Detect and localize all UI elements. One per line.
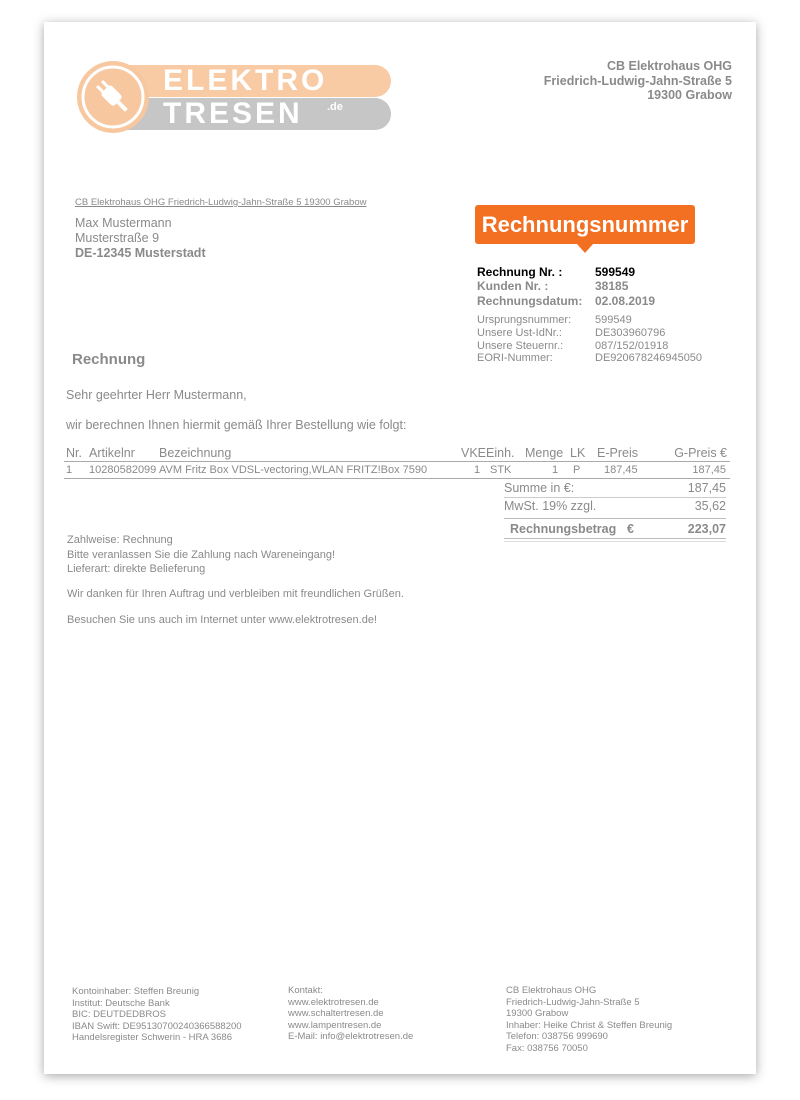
table-header-divider: [64, 461, 730, 462]
payment-instruction: Bitte veranlassen Sie die Zahlung nach Wareneingang!: [67, 548, 336, 561]
cell-lk: P: [573, 464, 581, 476]
company-city: 19300 Grabow: [647, 88, 732, 102]
meta-value: 38185: [595, 279, 629, 294]
total-divider-bottom: [504, 538, 726, 539]
subtotal-divider: [504, 497, 726, 498]
cell-epreis: 187,45: [604, 464, 638, 476]
subtotal-label: Summe in €:: [504, 481, 575, 495]
footer-line: IBAN Swift: DE95130700240366588200: [72, 1020, 242, 1032]
delivery-method: Lieferart: direkte Belieferung: [67, 563, 206, 575]
subtotal-value: 187,45: [687, 481, 726, 495]
invoice-page: [44, 22, 756, 1074]
payment-method: Zahlweise: Rechnung: [67, 534, 173, 546]
col-header-artikelnr: Artikelnr: [89, 446, 135, 460]
meta-value: 02.08.2019: [595, 293, 656, 308]
footer-link-lampentresen[interactable]: www.lampentresen.de: [288, 1019, 382, 1031]
meta-value: 087/152/01918: [595, 339, 669, 352]
salutation: Sehr geehrter Herr Mustermann,: [66, 388, 247, 402]
footer-line: Telefon: 038756 999690: [506, 1031, 608, 1043]
footer-contact: [288, 985, 413, 1043]
total-label: Rechnungsbetrag: [510, 522, 617, 536]
sender-return-line: CB Elektrohaus OHG Friedrich-Ludwig-Jahn-Straße 5 19300 Grabow: [75, 197, 367, 208]
meta-label: Kunden Nr. :: [477, 279, 549, 294]
invoice-number-badge: Rechnungsnummer: [475, 205, 695, 244]
footer-line: Inhaber: Heike Christ & Steffen Breunig: [506, 1019, 673, 1031]
cell-menge: 1: [552, 464, 559, 476]
footer-line: 19300 Grabow: [506, 1008, 569, 1020]
cell-vke: 1: [474, 464, 481, 476]
cell-nr: 1: [66, 464, 73, 476]
footer-line: Kontakt:: [288, 985, 323, 996]
logo-text-tresen: TRESEN: [163, 97, 303, 130]
thanks-text: Wir danken für Ihren Auftrag und verbleiben mit freundlichen Grüßen.: [67, 588, 404, 600]
meta-value: DE920678246945050: [595, 352, 703, 365]
cell-gpreis: 187,45: [692, 464, 726, 476]
cell-bezeichnung: AVM Fritz Box VDSL-vectoring,WLAN FRITZ!Box 7590: [159, 464, 428, 476]
visit-text: Besuchen Sie uns auch im Internet unter www.elektrotresen.de!: [67, 614, 378, 626]
cell-einh: STK: [490, 464, 512, 476]
footer-bank: [72, 986, 242, 1044]
vat-label: MwSt. 19% zzgl.: [504, 499, 597, 513]
total-divider-top: [504, 518, 726, 519]
meta-value: 599549: [595, 314, 632, 326]
col-header-lk: LK: [570, 446, 586, 460]
company-street: Friedrich-Ludwig-Jahn-Straße 5: [543, 73, 732, 88]
plug-icon: [77, 61, 149, 133]
total-currency: €: [627, 522, 634, 536]
footer-line: Fax: 038756 70050: [506, 1042, 588, 1054]
table-row-divider: [64, 478, 730, 479]
col-header-bezeichnung: Bezeichnung: [159, 446, 232, 460]
total-value: 223,07: [687, 522, 726, 536]
company-header: [544, 59, 732, 103]
footer-email[interactable]: E-Mail: info@elektrotresen.de: [288, 1031, 414, 1043]
meta-value: DE303960796: [595, 326, 666, 339]
footer-line: Handelsregister Schwerin - HRA 3686: [72, 1032, 232, 1044]
footer-link-schaltertresen[interactable]: www.schaltertresen.de: [288, 1008, 384, 1020]
col-header-vke: VKE: [461, 446, 487, 460]
footer-link-elektrotresen[interactable]: www.elektrotresen.de: [288, 996, 379, 1008]
meta-label: EORI-Nummer:: [477, 352, 553, 365]
document-title: Rechnung: [72, 351, 146, 368]
col-header-gpreis: G-Preis €: [674, 446, 727, 460]
logo-text-elektro: ELEKTRO: [163, 64, 328, 97]
footer-company: [506, 985, 672, 1055]
footer-line: CB Elektrohaus OHG: [506, 985, 597, 996]
recipient-city: DE-12345 Musterstadt: [75, 246, 206, 260]
meta-label: Ursprungsnummer:: [477, 314, 572, 326]
cell-artikelnr: 10280582099: [89, 464, 157, 476]
col-header-einh: Einh.: [486, 446, 515, 460]
footer-line: Kontoinhaber: Steffen Breunig: [72, 986, 200, 997]
meta-value: 599549: [595, 265, 636, 279]
total-divider-bottom-2: [504, 541, 726, 542]
col-header-menge: Menge: [525, 446, 564, 460]
col-header-nr: Nr.: [66, 446, 82, 460]
col-header-epreis: E-Preis: [597, 446, 638, 460]
footer-line: Institut: Deutsche Bank: [72, 997, 170, 1009]
recipient-name: Max Mustermann: [75, 216, 172, 230]
meta-label: Unsere Ust-IdNr.:: [477, 326, 562, 339]
company-name: CB Elektrohaus OHG: [606, 59, 732, 73]
footer-line: Friedrich-Ludwig-Jahn-Straße 5: [506, 996, 640, 1008]
meta-label: Rechnung Nr. :: [477, 265, 563, 279]
intro-text: wir berechnen Ihnen hiermit gemäß Ihrer Bestellung wie folgt:: [66, 418, 407, 432]
meta-label: Rechnungsdatum:: [477, 293, 583, 308]
footer-line: BIC: DEUTDEDBROS: [72, 1009, 166, 1021]
payment-notes: [67, 533, 335, 577]
vat-value: 35,62: [694, 499, 726, 513]
badge-pointer: [577, 244, 593, 253]
logo-text-domain: .de: [327, 101, 343, 113]
elektrotresen-logo: [77, 61, 391, 133]
recipient-street: Musterstraße 9: [75, 231, 160, 245]
recipient-address: [75, 216, 206, 261]
meta-label: Unsere Steuernr.:: [477, 339, 564, 352]
